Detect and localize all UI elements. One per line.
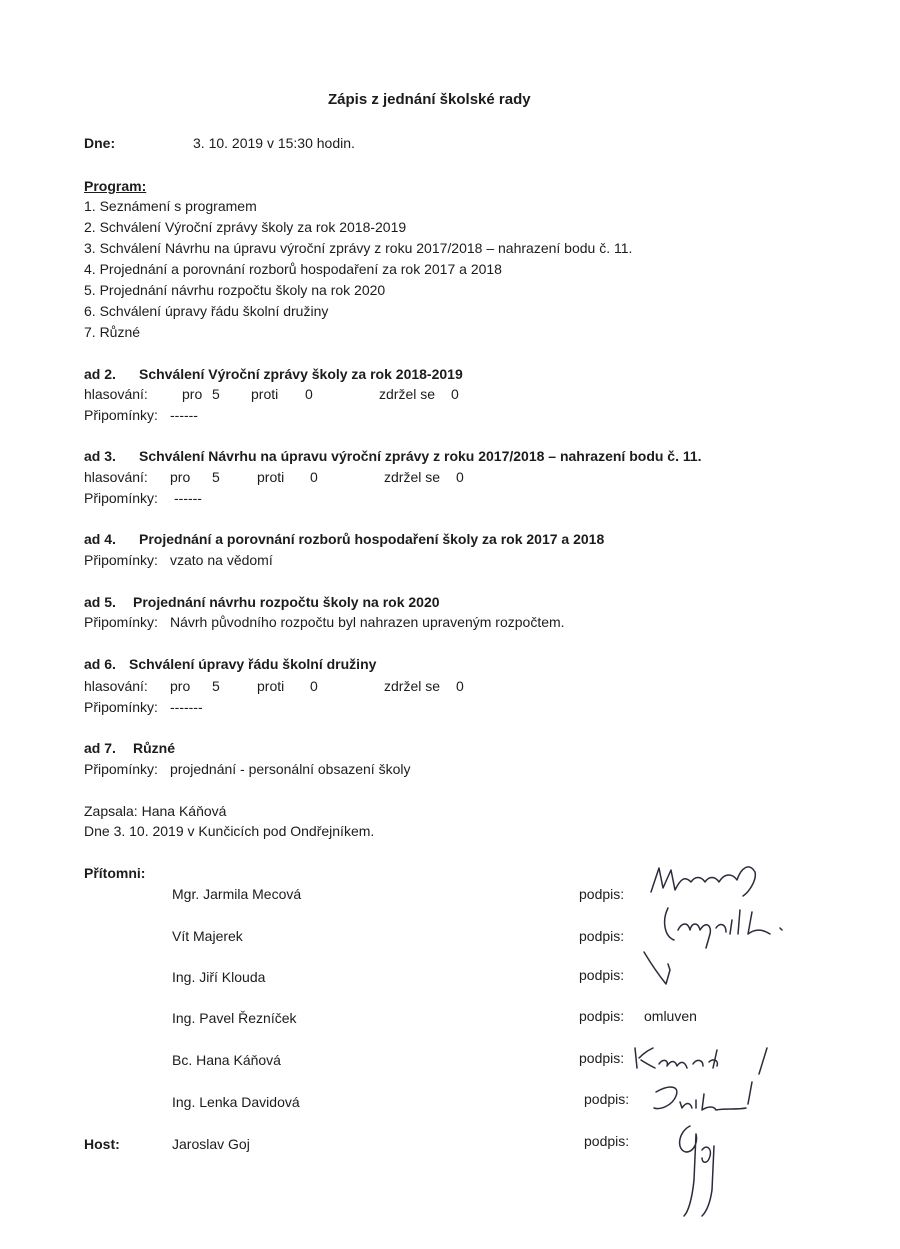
vote-proti-count: 0	[310, 469, 318, 485]
section-heading: Schválení úpravy řádu školní družiny	[129, 656, 377, 672]
vote-abstain-count: 0	[456, 469, 464, 485]
date-label: Dne:	[84, 135, 116, 151]
program-item: 6. Schválení úpravy řádu školní družiny	[84, 303, 329, 319]
attendee-name: Mgr. Jarmila Mecová	[172, 886, 302, 902]
present-label: Přítomni:	[84, 865, 146, 881]
vote-proti: proti	[257, 469, 285, 485]
vote-pro-count: 5	[212, 469, 220, 485]
section-heading: Schválení Výroční zprávy školy za rok 2018-2019	[139, 366, 463, 382]
attendee-name: Ing. Pavel Řezníček	[172, 1010, 297, 1026]
signature-label: podpis:	[579, 1008, 625, 1024]
guest-label: Host:	[84, 1136, 120, 1152]
handwritten-signature	[645, 858, 765, 898]
section-heading: Projednání a porovnání rozborů hospodaření školy za rok 2017 a 2018	[139, 531, 605, 547]
handwritten-signature	[650, 1080, 760, 1120]
handwritten-signature	[640, 950, 690, 990]
document-title: Zápis z jednání školské rady	[328, 91, 531, 108]
remarks-label: Připomínky:	[84, 761, 158, 777]
section-number: ad 2.	[84, 366, 116, 382]
signature-label: podpis:	[579, 967, 625, 983]
remarks-label: Připomínky:	[84, 490, 158, 506]
vote-pro: pro	[170, 469, 191, 485]
section-number: ad 7.	[84, 740, 116, 756]
vote-pro-count: 5	[212, 386, 220, 402]
program-item: 5. Projednání návrhu rozpočtu školy na rok 2020	[84, 282, 386, 298]
remarks-label: Připomínky:	[84, 552, 158, 568]
section-number: ad 4.	[84, 531, 116, 547]
program-item: 1. Seznámení s programem	[84, 198, 257, 214]
attendee-name: Vít Majerek	[172, 928, 243, 944]
signature-note: omluven	[644, 1008, 697, 1024]
vote-proti: proti	[251, 386, 279, 402]
signature-label: podpis:	[579, 1050, 625, 1066]
signature-label: podpis:	[584, 1091, 630, 1107]
signature-label: podpis:	[579, 886, 625, 902]
vote-proti-count: 0	[305, 386, 313, 402]
vote-pro-count: 5	[212, 678, 220, 694]
section-heading: Různé	[133, 740, 175, 756]
vote-abstain-count: 0	[451, 386, 459, 402]
vote-abstain-count: 0	[456, 678, 464, 694]
handwritten-signature	[660, 900, 800, 950]
program-item: 2. Schválení Výroční zprávy školy za rok 2018-2019	[84, 219, 407, 235]
signature-label: podpis:	[584, 1133, 630, 1149]
attendee-name: Ing. Jiří Klouda	[172, 969, 266, 985]
section-number: ad 3.	[84, 448, 116, 464]
recorded-place: Dne 3. 10. 2019 v Kunčicích pod Ondřejníkem.	[84, 823, 375, 839]
signature-label: podpis:	[579, 928, 625, 944]
vote-proti: proti	[257, 678, 285, 694]
program-heading: Program:	[84, 178, 147, 194]
vote-pro: pro	[182, 386, 203, 402]
vote-pro: pro	[170, 678, 191, 694]
remarks-value: vzato na vědomí	[170, 552, 273, 568]
guest-name: Jaroslav Goj	[172, 1136, 250, 1152]
section-heading: Schválení Návrhu na úpravu výroční zprávy z roku 2017/2018 – nahrazení bodu č. 11.	[139, 448, 702, 464]
handwritten-signature	[672, 1120, 722, 1220]
vote-label: hlasování:	[84, 469, 148, 485]
remarks-value: projednání - personální obsazení školy	[170, 761, 411, 777]
program-item: 4. Projednání a porovnání rozborů hospodaření za rok 2017 a 2018	[84, 261, 502, 277]
vote-abstain: zdržel se	[384, 469, 441, 485]
remarks-value: ------	[174, 490, 202, 506]
program-item: 3. Schválení Návrhu na úpravu výroční zprávy z roku 2017/2018 – nahrazení bodu č. 11.	[84, 240, 633, 256]
vote-abstain: zdržel se	[379, 386, 436, 402]
attendee-name: Bc. Hana Káňová	[172, 1052, 281, 1068]
remarks-value: -------	[170, 699, 203, 715]
date-value: 3. 10. 2019 v 15:30 hodin.	[193, 135, 355, 151]
program-item: 7. Různé	[84, 324, 141, 340]
vote-label: hlasování:	[84, 678, 148, 694]
vote-abstain: zdržel se	[384, 678, 441, 694]
section-number: ad 5.	[84, 594, 116, 610]
vote-proti-count: 0	[310, 678, 318, 694]
handwritten-signature	[633, 1040, 773, 1080]
section-number: ad 6.	[84, 656, 116, 672]
remarks-label: Připomínky:	[84, 699, 158, 715]
remarks-value: ------	[170, 407, 198, 423]
section-heading: Projednání návrhu rozpočtu školy na rok 2020	[133, 594, 440, 610]
remarks-value: Návrh původního rozpočtu byl nahrazen upraveným rozpočtem.	[170, 614, 565, 630]
remarks-label: Připomínky:	[84, 407, 158, 423]
vote-label: hlasování:	[84, 386, 148, 402]
recorded-by: Zapsala: Hana Káňová	[84, 803, 227, 819]
remarks-label: Připomínky:	[84, 614, 158, 630]
attendee-name: Ing. Lenka Davidová	[172, 1094, 300, 1110]
